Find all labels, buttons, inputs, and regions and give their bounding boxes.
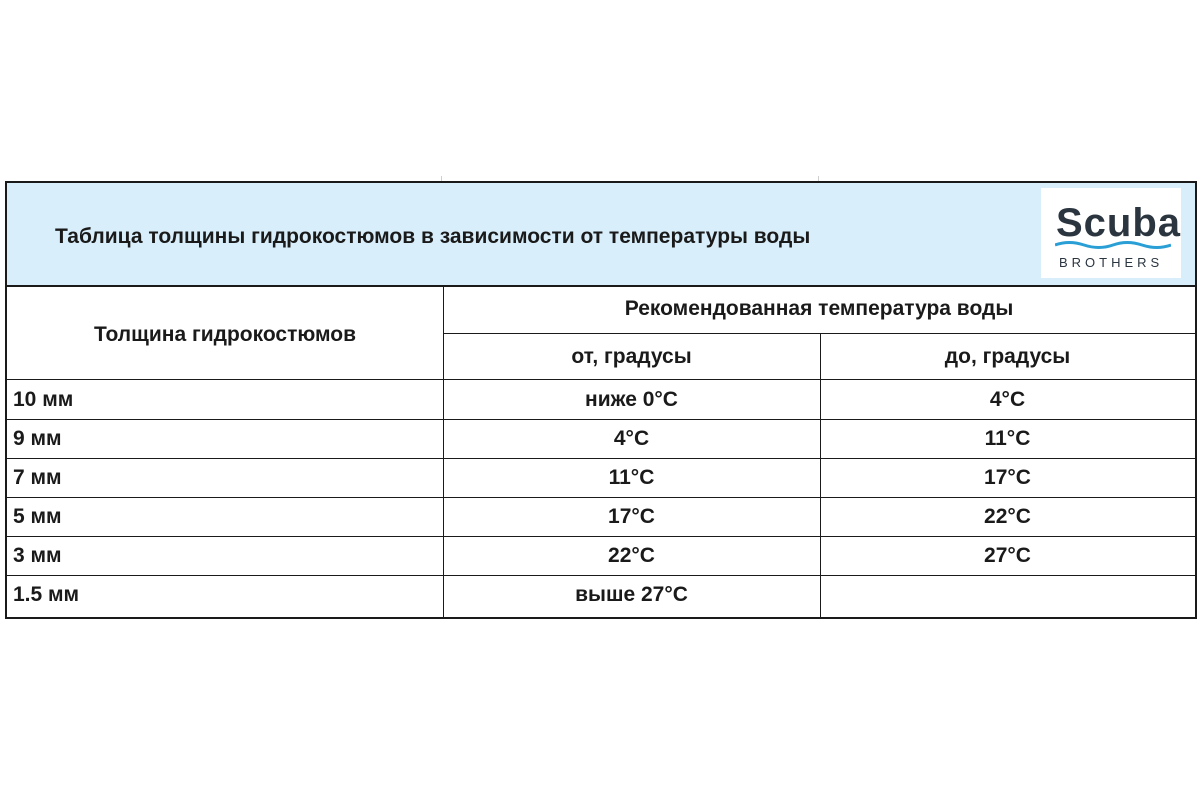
row-to: 22°C — [984, 505, 1031, 528]
row-thickness: 7 мм — [13, 466, 62, 489]
table-banner — [7, 183, 1195, 287]
header-divider — [443, 333, 1195, 334]
row-thickness: 10 мм — [13, 388, 74, 411]
header-to: до, градусы — [944, 345, 1071, 368]
logo-subtitle: BROTHERS — [1059, 255, 1164, 270]
row-from: 22°C — [608, 544, 655, 567]
row-thickness: 5 мм — [13, 505, 62, 528]
header-from: от, градусы — [571, 345, 692, 368]
row-to: 4°C — [989, 388, 1026, 411]
row-thickness: 9 мм — [13, 427, 62, 450]
logo-wave-icon — [1055, 240, 1171, 250]
row-to: 17°C — [984, 466, 1031, 489]
table-title: Таблица толщины гидрокостюмов в зависимости от температуры воды — [55, 225, 811, 248]
row-from: 17°C — [608, 505, 655, 528]
header-recommended-temp: Рекомендованная температура воды — [624, 297, 1014, 320]
logo-wordmark: Scuba — [1056, 201, 1182, 245]
row-from: выше 27°C — [575, 583, 688, 606]
scuba-brothers-logo — [1041, 188, 1181, 278]
row-thickness: 3 мм — [13, 544, 62, 567]
row-to: 11°C — [984, 427, 1031, 450]
wetsuit-table — [5, 181, 1197, 619]
row-from: ниже 0°C — [585, 388, 678, 411]
row-thickness: 1.5 мм — [13, 583, 80, 606]
header-bottom-line — [7, 379, 1195, 380]
row-from: 11°C — [608, 466, 655, 489]
header-thickness: Толщина гидрокостюмов — [93, 323, 357, 346]
row-from: 4°C — [613, 427, 650, 450]
row-to: 27°C — [984, 544, 1031, 567]
